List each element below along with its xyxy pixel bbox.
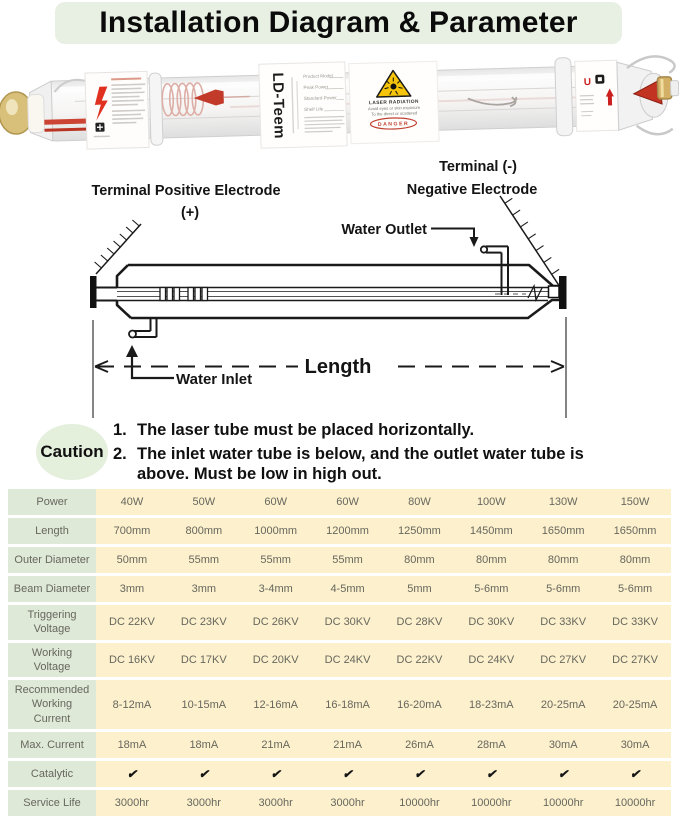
table-cell: 10000hr — [527, 790, 599, 816]
table-cell: 12-16mA — [240, 680, 312, 729]
check-mark: ✔ — [527, 761, 599, 787]
row-values — [96, 489, 671, 515]
row-label: Power — [8, 489, 96, 515]
table-cell: 4-5mm — [312, 576, 384, 602]
glass-collar — [149, 73, 163, 145]
svg-text:Peak Power: Peak Power — [303, 84, 328, 90]
table-row — [8, 576, 671, 602]
row-values — [96, 576, 671, 602]
table-cell: 8-12mA — [96, 680, 168, 729]
length-label: Length — [305, 356, 372, 378]
glass-handle — [637, 125, 673, 135]
page-title: Installation Diagram & Parameter — [99, 6, 577, 40]
table-row — [8, 761, 671, 787]
row-label: Triggering Voltage — [8, 605, 96, 640]
row-values — [96, 605, 671, 640]
row-values — [96, 547, 671, 573]
table-cell: 1200mm — [312, 518, 384, 544]
caution-text: The inlet water tube is below, and the outlet water tube is above. Must be low in high out. — [137, 444, 599, 485]
coil-ribs — [160, 288, 208, 301]
row-label: Catalytic — [8, 761, 96, 787]
table-cell: DC 28KV — [384, 605, 456, 640]
gold-ring — [657, 77, 672, 99]
check-mark: ✔ — [384, 761, 456, 787]
parameter-table — [8, 489, 671, 819]
caution-badge: Caution — [36, 424, 108, 480]
table-cell: DC 33KV — [599, 605, 671, 640]
table-cell: 80W — [384, 489, 456, 515]
warning-line1: Avoid eyes or skin exposure — [368, 105, 421, 111]
table-cell: 10000hr — [599, 790, 671, 816]
table-cell: 18-23mA — [455, 680, 527, 729]
svg-text:Shelf Life: Shelf Life — [304, 106, 324, 112]
table-cell: 20-25mA — [599, 680, 671, 729]
table-cell: 50W — [168, 489, 240, 515]
negative-electrode-label: Negative Electrode — [407, 182, 538, 198]
table-cell: 20-25mA — [527, 680, 599, 729]
table-cell: DC 27KV — [527, 643, 599, 678]
table-row — [8, 605, 671, 640]
terminal-negative-label: Terminal (-) — [439, 159, 517, 175]
table-cell: 30mA — [527, 732, 599, 758]
table-cell: 1450mm — [455, 518, 527, 544]
table-cell: 3mm — [96, 576, 168, 602]
table-cell: 1000mm — [240, 518, 312, 544]
brand-text: LD-Teem — [269, 72, 288, 139]
row-label: Working Voltage — [8, 643, 96, 678]
table-cell: 60W — [312, 489, 384, 515]
table-cell: 5mm — [384, 576, 456, 602]
inner-tube — [117, 288, 548, 301]
table-cell: DC 24KV — [455, 643, 527, 678]
table-cell: 10-15mA — [168, 680, 240, 729]
table-cell: 80mm — [599, 547, 671, 573]
caution-item — [113, 420, 653, 441]
table-cell: 26mA — [384, 732, 456, 758]
caution-notes — [113, 420, 653, 488]
table-cell: 1650mm — [599, 518, 671, 544]
check-mark: ✔ — [96, 761, 168, 787]
water-inlet-arrow — [126, 345, 174, 378]
table-cell: 55mm — [240, 547, 312, 573]
ceramic-collar — [28, 94, 45, 132]
table-cell: 18mA — [96, 732, 168, 758]
row-label: Max. Current — [8, 732, 96, 758]
row-values — [96, 518, 671, 544]
water-outlet-arrow — [431, 229, 479, 248]
tube-group — [0, 53, 679, 156]
row-label: Length — [8, 518, 96, 544]
svg-text:Standard Power: Standard Power — [304, 95, 338, 101]
caution-number: 1. — [113, 420, 137, 441]
table-cell: DC 22KV — [384, 643, 456, 678]
table-cell: 21mA — [312, 732, 384, 758]
positive-sign-label: (+) — [181, 205, 199, 221]
table-cell: 10000hr — [384, 790, 456, 816]
table-cell: 3000hr — [96, 790, 168, 816]
caution-number: 2. — [113, 444, 137, 485]
table-cell: DC 30KV — [312, 605, 384, 640]
water-inlet-label: Water Inlet — [176, 371, 252, 388]
table-cell: 50mm — [96, 547, 168, 573]
table-cell: 16-18mA — [312, 680, 384, 729]
left-stub — [96, 288, 117, 301]
check-mark: ✔ — [455, 761, 527, 787]
row-values — [96, 790, 671, 816]
laser-tube-photo — [0, 58, 679, 152]
check-mark: ✔ — [168, 761, 240, 787]
table-row — [8, 643, 671, 678]
table-cell: 40W — [96, 489, 168, 515]
danger-text: DANGER — [378, 121, 410, 128]
table-cell: DC 27KV — [599, 643, 671, 678]
table-cell: 700mm — [96, 518, 168, 544]
row-values — [96, 680, 671, 729]
table-cell: DC 33KV — [527, 605, 599, 640]
table-cell: DC 26KV — [240, 605, 312, 640]
check-mark: ✔ — [312, 761, 384, 787]
table-cell: 3000hr — [312, 790, 384, 816]
table-cell: 100W — [455, 489, 527, 515]
table-row — [8, 518, 671, 544]
tip-cap — [670, 81, 678, 96]
brand-logo: U — [584, 77, 592, 88]
table-cell: DC 24KV — [312, 643, 384, 678]
caution-text: The laser tube must be placed horizontally. — [137, 420, 474, 441]
title-banner — [55, 2, 622, 44]
table-cell: 3000hr — [240, 790, 312, 816]
table-cell: 55mm — [312, 547, 384, 573]
glass-collar — [555, 58, 573, 136]
row-values — [96, 643, 671, 678]
table-row — [8, 790, 671, 816]
table-row — [8, 732, 671, 758]
table-cell: DC 17KV — [168, 643, 240, 678]
table-cell: 5-6mm — [599, 576, 671, 602]
table-cell: 5-6mm — [455, 576, 527, 602]
row-label: Beam Diameter — [8, 576, 96, 602]
check-mark: ✔ — [599, 761, 671, 787]
right-cap-port — [549, 286, 560, 298]
table-cell: 60W — [240, 489, 312, 515]
table-cell: 30mA — [599, 732, 671, 758]
check-mark: ✔ — [240, 761, 312, 787]
water-inlet-pipe — [129, 318, 157, 338]
table-cell: 55mm — [168, 547, 240, 573]
table-cell: 150W — [599, 489, 671, 515]
table-cell: 800mm — [168, 518, 240, 544]
left-terminal-cap — [90, 276, 97, 308]
row-values — [96, 761, 671, 787]
table-cell: 80mm — [384, 547, 456, 573]
caution-item — [113, 444, 653, 485]
table-cell: 18mA — [168, 732, 240, 758]
table-cell: 3-4mm — [240, 576, 312, 602]
warning-title: LASER RADIATION — [369, 99, 419, 106]
water-outlet-label: Water Outlet — [341, 222, 427, 238]
table-cell: 10000hr — [455, 790, 527, 816]
warning-line2: To the direct or scattered — [371, 110, 418, 116]
table-cell: DC 20KV — [240, 643, 312, 678]
svg-text:Product Model: Product Model — [303, 73, 333, 79]
row-label: Outer Diameter — [8, 547, 96, 573]
table-cell: 130W — [527, 489, 599, 515]
right-terminal-cap — [559, 276, 567, 309]
table-row — [8, 680, 671, 729]
table-cell: 21mA — [240, 732, 312, 758]
installation-diagram — [0, 150, 679, 420]
table-cell: 80mm — [527, 547, 599, 573]
table-cell: DC 30KV — [455, 605, 527, 640]
table-cell: 16-20mA — [384, 680, 456, 729]
positive-electrode-label: Terminal Positive Electrode — [91, 183, 280, 199]
table-cell: 28mA — [455, 732, 527, 758]
table-row — [8, 547, 671, 573]
table-row — [8, 489, 671, 515]
table-cell: DC 16KV — [96, 643, 168, 678]
table-cell: DC 23KV — [168, 605, 240, 640]
table-cell: 3mm — [168, 576, 240, 602]
row-label: Recommended Working Current — [8, 680, 96, 729]
table-cell: 3000hr — [168, 790, 240, 816]
row-values — [96, 732, 671, 758]
row-label: Service Life — [8, 790, 96, 816]
table-cell: 1650mm — [527, 518, 599, 544]
table-cell: 5-6mm — [527, 576, 599, 602]
table-cell: DC 22KV — [96, 605, 168, 640]
table-cell: 80mm — [455, 547, 527, 573]
table-cell: 1250mm — [384, 518, 456, 544]
